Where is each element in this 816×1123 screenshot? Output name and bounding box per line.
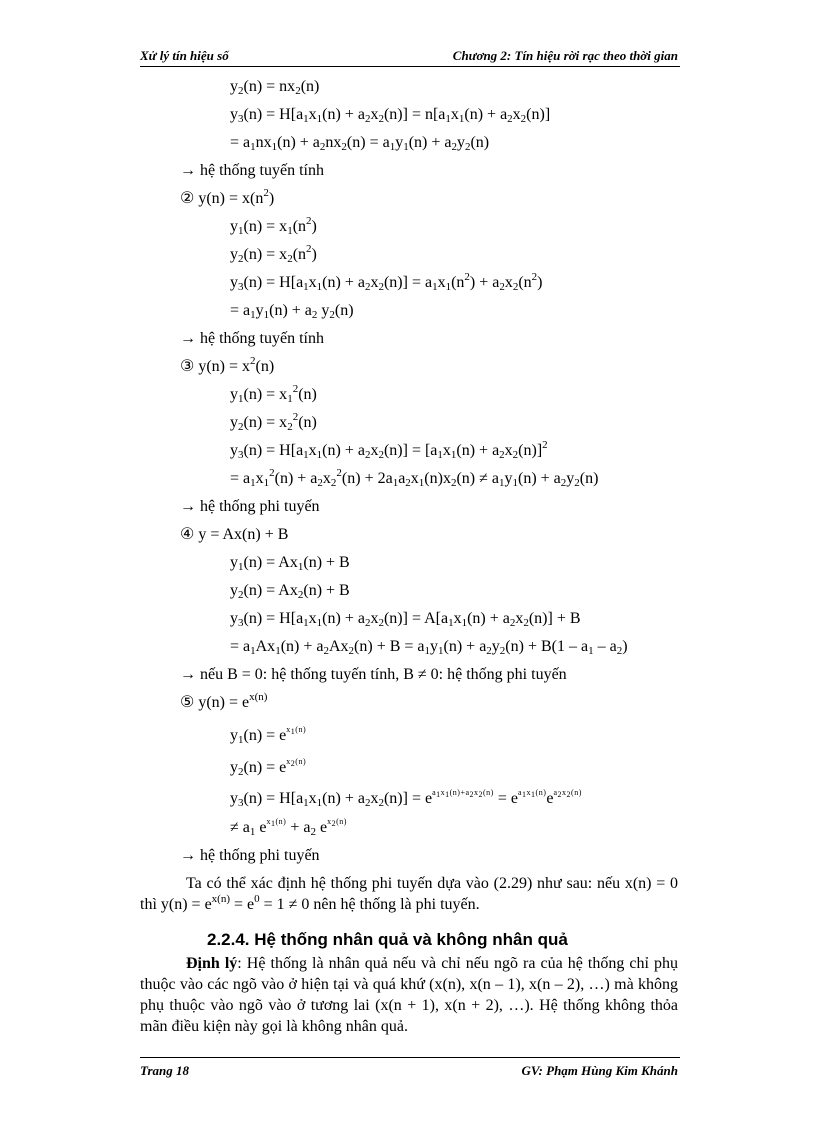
case-2-title: ② $y(n) = x(n^2)$ [180,187,275,207]
equation-line: $y_1(n) = x_1(n^2)$ [230,215,317,237]
arrow-icon: → [180,498,196,515]
conclusion-line: → hệ thống tuyến tính [180,162,324,179]
equation-line: = $a_1nx_1(n) + a_2nx_2(n) = a_1y_1(n) + a_2y_2(n)$ [230,134,490,153]
equation-line: $y_2(n) = e^{x_2(n)}$ [230,757,307,778]
circled-number-icon: ④ [180,526,195,543]
case-4-title: ④ y = Ax(n) + B [180,526,289,543]
page-header [140,46,680,67]
equation-line: = $a_1Ax_1(n) + a_2Ax_2(n) + B = a_1y_1(n) + a_2y_2(n) + B(1 - a_1 - a_2)$ [230,638,628,657]
equation-line: $y_3(n) = H[a_1x_1(n) + a_2x_2(n)] = A[a_1x_1(n) + a_2x_2(n)] + B$ [230,610,581,629]
case-5-title: ⑤ $y(n) = e^{x(n)}$ [180,691,268,711]
equation-line: $y_3(n) = H[a_1x_1(n) + a_2x_2(n)] = e^{a_1x_1(n)+a_2x_2(n)} = e^{a_1x_1(n)}e^{a_2x_2(n)}$ [230,788,582,809]
equation-line: $y_2(n) = nx_2(n)$ [230,78,320,97]
equation-line: $y_2(n) = x_2(n^2)$ [230,243,317,265]
arrow-icon: → [180,847,196,864]
circled-number-icon: ② [180,190,195,207]
author-name: GV: Phạm Hùng Kim Khánh [521,1063,678,1078]
conclusion-line: → hệ thống phi tuyến [180,498,320,515]
equation-line: $y_3(n) = H[a_1x_1(n) + a_2x_2(n)] = n[a_1x_1(n) + a_2x_2(n)]$ [230,106,551,125]
equation-line: = $a_1x_1^2(n) + a_2x_2^2(n) + 2a_1a_2x_1(n)x_2(n) \ne a_1y_1(n) + a_2y_2(n)$ [230,467,599,489]
page-footer [140,1057,680,1078]
definition-paragraph: Định lý: Hệ thống là nhân quả nếu và chỉ nếu ngõ ra của hệ thống chỉ phụ thuộc vào các ngõ vào ở hiện tại và quá khứ (x(n), x(n – 1), x(n – 2), …) mà không phụ thuộc vào ngõ vào ở tương lai (x(n + 1), x(n + 2), …). Hệ thống không thỏa mãn điều kiện này gọi là không nhân quả. [140,955,678,1035]
equation-line: $y_2(n) = Ax_2(n) + B$ [230,582,350,601]
arrow-icon: → [180,162,196,179]
arrow-icon: → [180,330,196,347]
header-book-title: Xử lý tín hiệu số [140,48,229,63]
header-chapter-title: Chương 2: Tín hiệu rời rạc theo thời gian [452,48,678,63]
circled-number-icon: ⑤ [180,694,195,711]
circled-number-icon: ③ [180,358,195,375]
conclusion-line: → hệ thống tuyến tính [180,330,324,347]
case-3-title: ③ $y(n) = x^2(n)$ [180,355,275,375]
equation-line: $y_3(n) = H[a_1x_1(n) + a_2x_2(n)] = [a_1x_1(n) + a_2x_2(n)]^2$ [230,439,548,461]
equation-line: $y_1(n) = Ax_1(n) + B$ [230,554,350,573]
equation-line: $y_1(n) = x_1^2(n)$ [230,383,317,405]
arrow-icon: → [180,666,196,683]
conclusion-line: → nếu B = 0: hệ thống tuyến tính, B ≠ 0: hệ thống phi tuyến [180,666,567,683]
equation-line: $y_3(n) = H[a_1x_1(n) + a_2x_2(n)] = a_1x_1(n^2) + a_2x_2(n^2)$ [230,271,543,293]
equation-line: $y_2(n) = x_2^2(n)$ [230,411,317,433]
explanation-paragraph: Ta có thể xác định hệ thống phi tuyến dựa vào (2.29) như sau: nếu x(n) = 0 thì $y(n) = e^{x(n)} = e^0 = 1 \ne 0$ nên hệ thống là phi tuyến. [140,875,678,913]
equation-line: $y_1(n) = e^{x_1(n)}$ [230,725,307,746]
page-number: Trang 18 [140,1063,189,1078]
section-heading: 2.2.4. Hệ thống nhân quả và không nhân quả [207,930,568,949]
conclusion-line: → hệ thống phi tuyến [180,847,320,864]
equation-line: = $a_1y_1(n) + a_2$ $y_2(n)$ [230,302,354,321]
definition-label: Định lý [186,955,238,972]
equation-line: ≠ $a_1$ $e^{x_1(n)} + a_2$ $e^{x_2(n)}$ [230,817,347,838]
